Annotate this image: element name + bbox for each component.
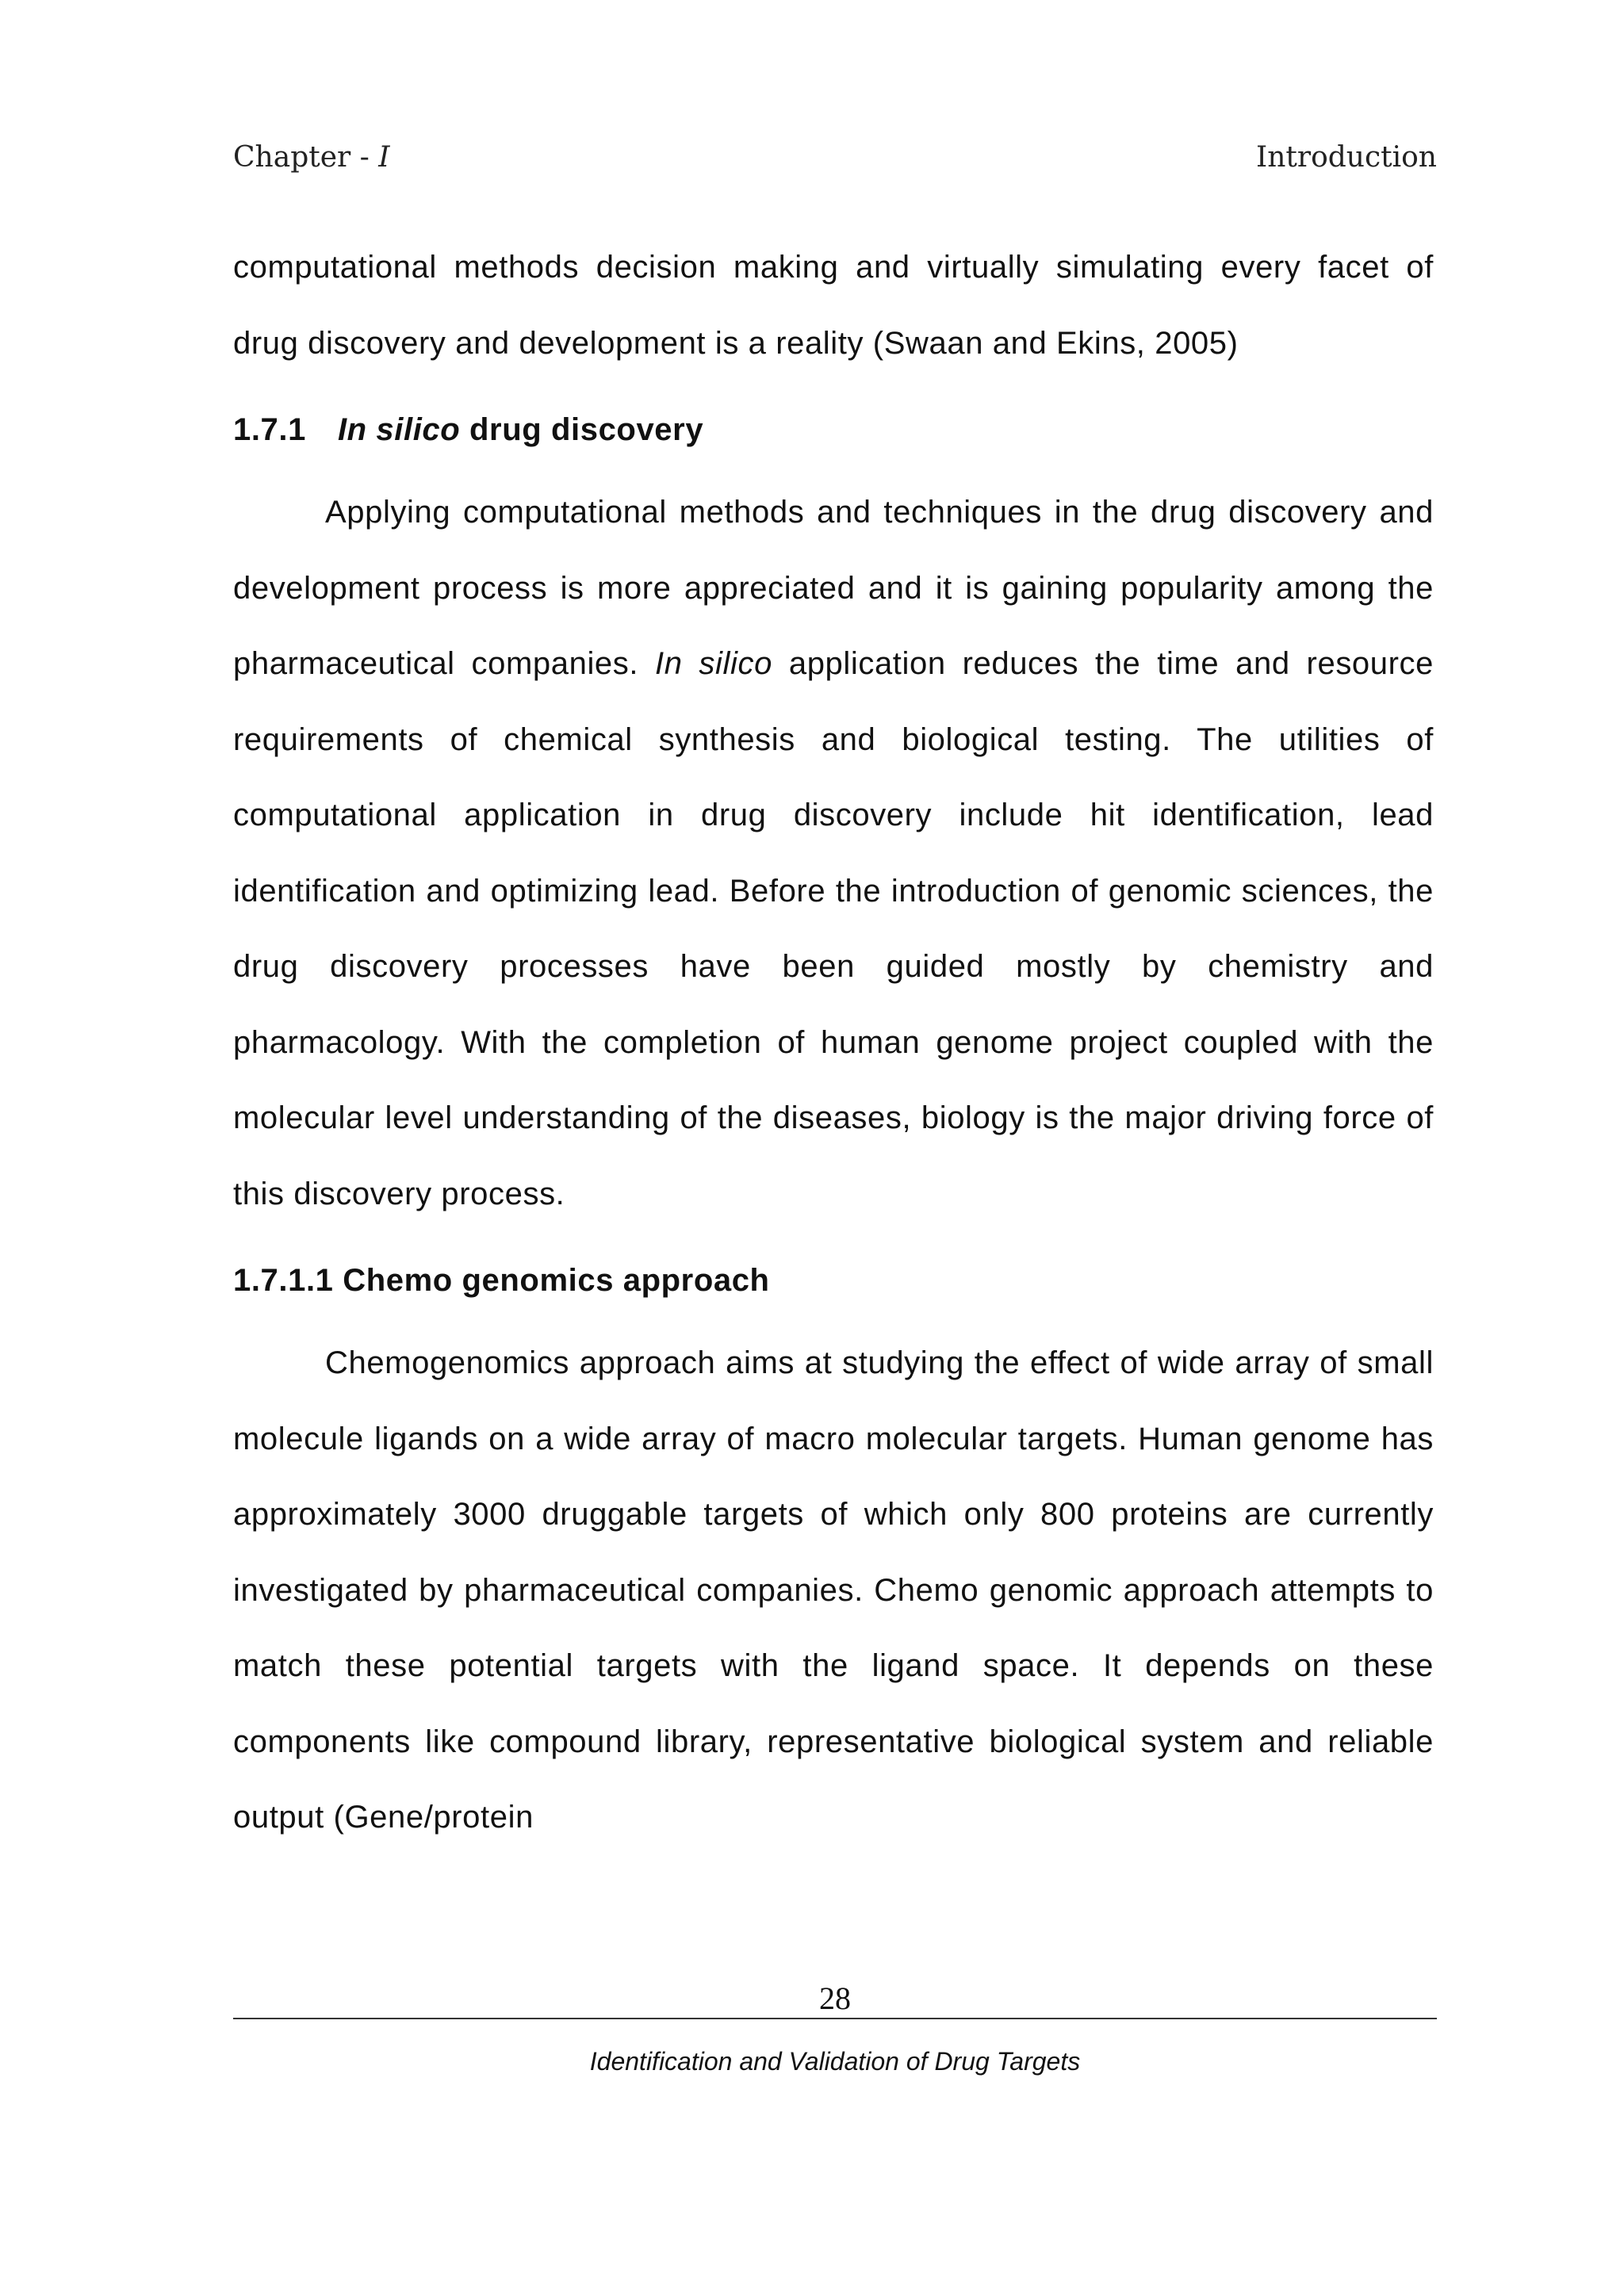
continued-paragraph: computational methods decision making and virtually simulating every facet of drug discovery and development is a reality (Swaan and Ekins, 2005) xyxy=(233,250,1434,361)
paragraph-chemogenomics: Chemogenomics approach aims at studying the effect of wide array of small molecule ligands on a wide array of macro molecular targets. Human genome has approximately 3000 druggable targets of which only 800 proteins are currently investigated by pharmaceutical companies. Chemo genomic approach attempts to match these potential targets with the ligand space. It depends on these components like compound library, representative biological system and reliable output (Gene/protein xyxy=(233,1345,1434,1835)
chapter-number: I xyxy=(378,141,390,174)
chapter-label xyxy=(233,141,390,174)
running-footer: Identification and Validation of Drug Targets xyxy=(589,2047,1081,2076)
page-number: 28 xyxy=(819,1980,851,2016)
section-title-rest: drug discovery xyxy=(460,412,704,447)
section-heading-1-7-1 xyxy=(233,394,1434,465)
chapter-prefix: Chapter - xyxy=(233,141,379,174)
section-label: Introduction xyxy=(1256,141,1437,174)
section-number: 1.7.1 xyxy=(233,412,306,447)
section-title-italic: In silico xyxy=(337,412,461,447)
section-heading-1-7-1-1: 1.7.1.1 Chemo genomics approach xyxy=(233,1263,770,1298)
paragraph-part-1: Applying computational methods and techniques in the drug discovery and development process is more appreciated and it is gaining popularity among the pharmaceutical companies. xyxy=(233,495,1434,681)
footer-divider xyxy=(233,2018,1437,2019)
paragraph-in-silico xyxy=(233,475,1434,1232)
running-header xyxy=(233,141,1437,181)
paragraph-italic-term: In silico xyxy=(654,646,772,681)
page-body xyxy=(233,230,1434,1856)
paragraph-part-2: application reduces the time and resource requirements of chemical synthesis and biological testing. The utilities of computational application in drug discovery include hit identification, lead identification and optimizing lead. Before the introduction of genomic sciences, the drug discovery processes have been guided mostly by chemistry and pharmacology. With the completion of human genome project coupled with the molecular level understanding of the diseases, biology is the major driving force of this discovery process. xyxy=(233,646,1434,1211)
